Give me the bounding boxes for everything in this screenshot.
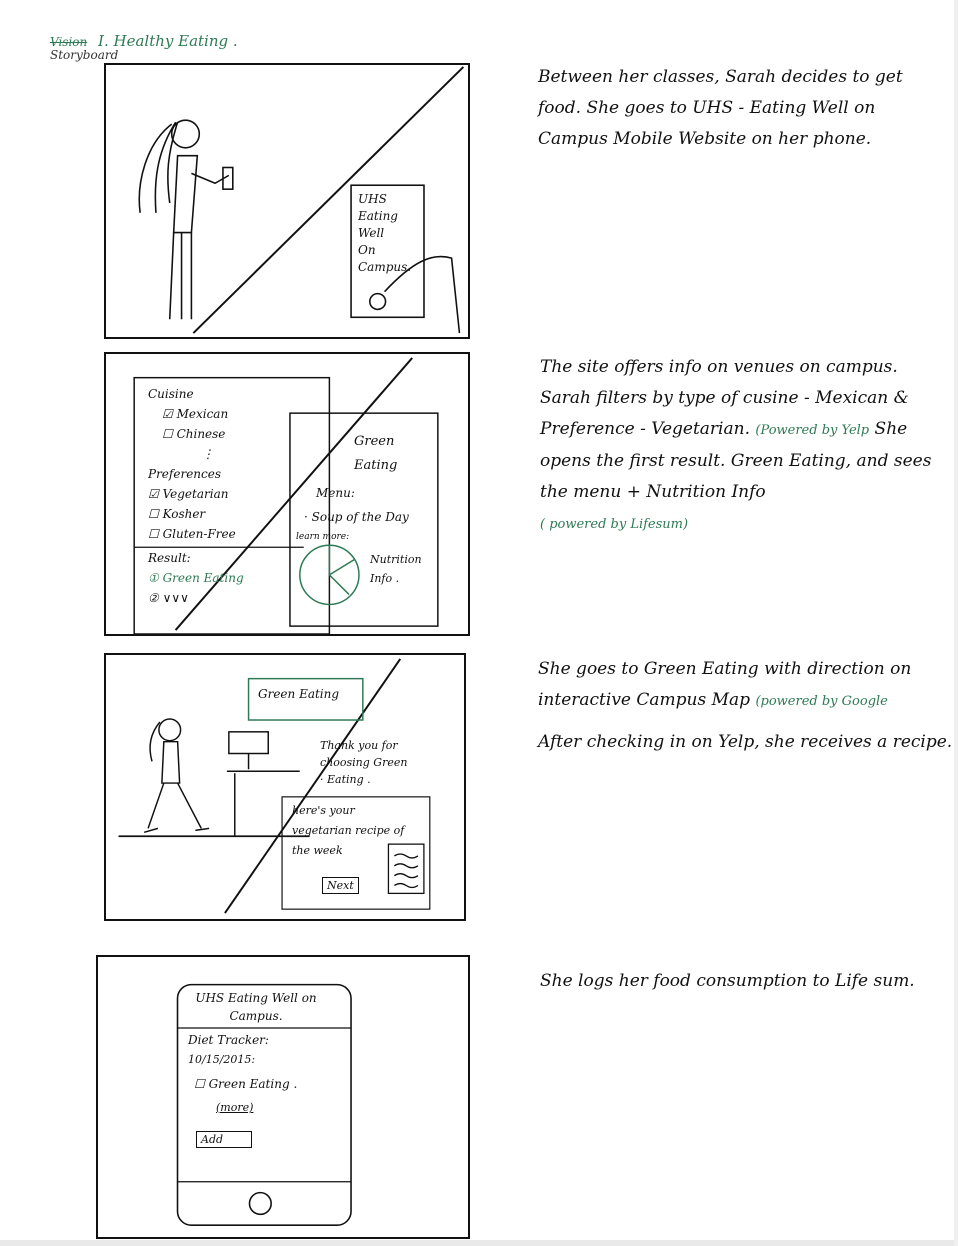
diet-tracker-label: Diet Tracker: [188,1033,269,1047]
phone-line-4: On [358,243,376,257]
storyboard-subtitle: Storyboard [50,48,119,62]
storyboard-title: I. Healthy Eating . [98,32,238,50]
learn-more-link[interactable]: learn more: [296,532,350,542]
add-button[interactable]: Add [196,1131,252,1148]
panel-4-caption-text: She logs her food consumption to Life sum. [540,971,915,991]
page-right-edge [954,0,958,1246]
walking-girl-figure [144,719,209,832]
page-bottom-edge [0,1240,958,1246]
cuisine-label: Cuisine [148,387,194,401]
next-button[interactable]: Next [322,877,359,894]
phone-line-3: Well [358,226,385,240]
panel-2-caption [540,352,954,540]
panel-2-caption-yelp-note: (Powered by Yelp [755,423,870,438]
more-dots: ⋮ [202,447,214,461]
thank-you-message: Thank you for choosing Green · Eating . [320,739,408,786]
phone-line-2: Eating [358,209,398,223]
filter-panel [148,384,244,608]
cuisine-option-chinese[interactable]: ☐ Chinese [162,427,226,441]
menu-item[interactable]: · Soup of the Day [304,510,409,524]
food-entry[interactable]: ☐ Green Eating . [194,1077,298,1091]
panel-3-caption-google-note: (powered by Google [755,694,888,709]
panel-4-frame [96,955,470,1239]
panel-1-caption-text: Between her classes, Sarah decides to get food. She goes to UHS - Eating Well on Campus Mobile Website on her phone. [538,67,903,149]
more-link[interactable]: (more) [216,1101,254,1114]
panel-2-frame [104,352,470,636]
panel-3-caption [538,654,954,758]
app-title: UHS Eating Well on Campus. [195,991,317,1023]
panel-3-caption-text-2: After checking in on Yelp, she receives a recipe. [538,732,953,752]
home-button-icon [249,1193,271,1215]
preference-option-gluten-free[interactable]: ☐ Gluten-Free [148,527,236,541]
tracker-date: 10/15/2015: [188,1053,256,1066]
phone-line-5: Campus. [358,260,412,274]
phone-line-1: UHS [358,192,387,206]
panel-3-caption-text: She goes to Green Eating with direction on interactive Campus Map [538,659,912,710]
panel-1-caption [538,62,918,155]
result-item-1[interactable]: ① Green Eating [148,571,244,585]
result-label: Result: [148,551,191,565]
preferences-label: Preferences [148,467,222,481]
struck-word: Vision [50,35,88,49]
panel-4-caption [540,966,920,997]
venue-title: Green Eating [354,434,398,473]
panel-2-caption-lifesum-note: ( powered by Lifesum) [540,517,689,532]
panel-1-sketch [106,65,468,337]
panel-2-caption-text-2: She opens the first result. Green Eating, and sees the menu + Nutrition Info [540,419,932,502]
panel-2-caption-text: The site offers info on venues on campus. Sarah filters by type of cusine - Mexican & Preference - Vegetarian. [540,357,909,439]
green-eating-sign: Green Eating [258,687,340,701]
girl-figure [139,120,232,319]
recipe-message: here's your vegetarian recipe of the week [292,804,405,857]
phone-screen-text [358,191,411,276]
panel-3-frame [104,653,466,921]
menu-label: Menu: [316,486,355,500]
preference-option-kosher[interactable]: ☐ Kosher [148,507,206,521]
cuisine-option-mexican[interactable]: ☑ Mexican [162,407,229,421]
panel-1-frame [104,63,470,339]
preference-option-vegetarian[interactable]: ☑ Vegetarian [148,487,229,501]
nutrition-info-label: Nutrition Info . [370,553,422,585]
result-item-2[interactable]: ② ∨∨∨ [148,591,189,605]
storyboard-header [50,32,238,62]
